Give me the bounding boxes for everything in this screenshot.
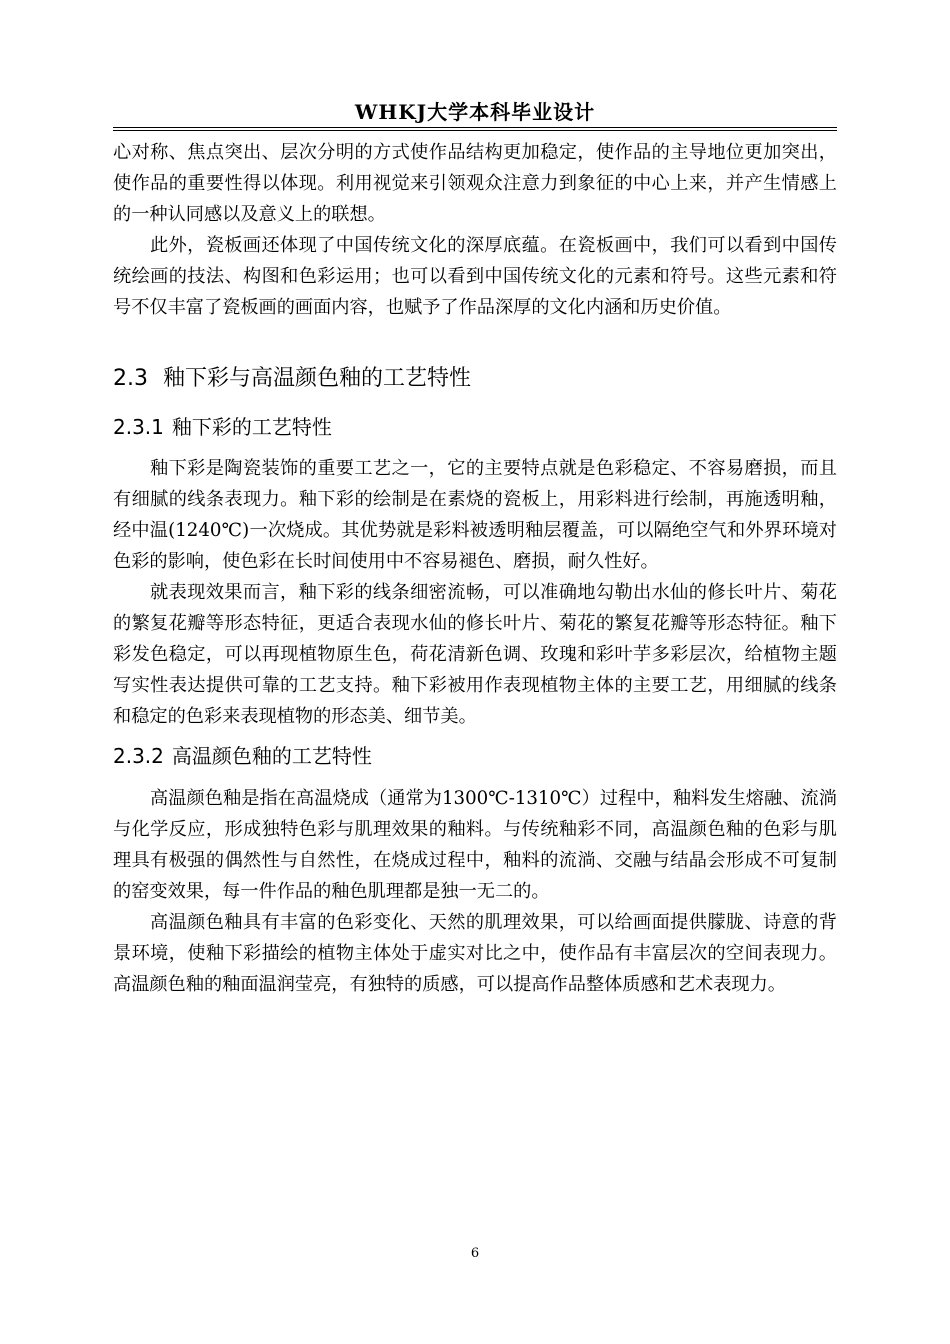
- paragraph-cultural-heritage: 此外，瓷板画还体现了中国传统文化的深厚底蕴。在瓷板画中，我们可以看到中国传统绘画的技法、构图和色彩运用；也可以看到中国传统文化的元素和符号。这些元素和符号不仅丰富了瓷板画的画面内容，也赋予了作品深厚的文化内涵和历史价值。: [113, 235, 837, 318]
- header-rule-secondary: [113, 130, 837, 131]
- section-title: 釉下彩与高温颜色釉的工艺特性: [163, 366, 472, 391]
- subsection-title: 釉下彩的工艺特性: [171, 415, 332, 439]
- subsection-title: 高温颜色釉的工艺特性: [171, 744, 372, 768]
- paragraph-glaze-intro: 高温颜色釉是指在高温烧成（通常为1300℃-1310℃）过程中，釉料发生熔融、流淌与化学反应，形成独特色彩与肌理效果的釉料。与传统釉彩不同，高温颜色釉的色彩与肌理具有极强的偶然性与自然性，在烧成过程中，釉料的流淌、交融与结晶会形成不可复制的窑变效果，每一件作品的釉色肌理都是独一无二的。: [113, 788, 837, 902]
- paragraph-continuation: 心对称、焦点突出、层次分明的方式使作品结构更加稳定，使作品的主导地位更加突出，使作品的重要性得以体现。利用视觉来引领观众注意力到象征的中心上来，并产生情感上的一种认同感以及意义上的联想。: [113, 142, 837, 225]
- subsection-heading-2-3-2: [113, 742, 372, 770]
- subsection-number: 2.3.1: [113, 415, 164, 439]
- subsection-number: 2.3.2: [113, 744, 164, 768]
- header-rule: [113, 127, 837, 128]
- paragraph-underglaze-effect: 就表现效果而言，釉下彩的线条细密流畅，可以准确地勾勒出水仙的修长叶片、菊花的繁复花瓣等形态特征，更适合表现水仙的修长叶片、菊花的繁复花瓣等形态特征。釉下彩发色稳定，可以再现植物原生色，荷花清新色调、玫瑰和彩叶芋多彩层次，给植物主题写实性表达提供可靠的工艺支持。釉下彩被用作表现植物主体的主要工艺，用细腻的线条和稳定的色彩来表现植物的形态美、细节美。: [113, 582, 837, 727]
- section-number: 2.3: [113, 366, 148, 391]
- page-header: WHKJ大学本科毕业设计: [354, 100, 596, 124]
- paragraph-glaze-effect: 高温颜色釉具有丰富的色彩变化、天然的肌理效果，可以给画面提供朦胧、诗意的背景环境，使釉下彩描绘的植物主体处于虚实对比之中，使作品有丰富层次的空间表现力。高温颜色釉的釉面温润莹亮，有独特的质感，可以提高作品整体质感和艺术表现力。: [113, 912, 837, 995]
- page-number: 6: [470, 1246, 480, 1261]
- subsection-heading-2-3-1: [113, 413, 332, 441]
- section-heading-2-3: [113, 364, 471, 394]
- paragraph-underglaze-intro: 釉下彩是陶瓷装饰的重要工艺之一，它的主要特点就是色彩稳定、不容易磨损，而且有细腻的线条表现力。釉下彩的绘制是在素烧的瓷板上，用彩料进行绘制，再施透明釉，经中温(1240℃)一次烧成。其优势就是彩料被透明釉层覆盖，可以隔绝空气和外界环境对色彩的影响，使色彩在长时间使用中不容易褪色、磨损，耐久性好。: [113, 458, 837, 572]
